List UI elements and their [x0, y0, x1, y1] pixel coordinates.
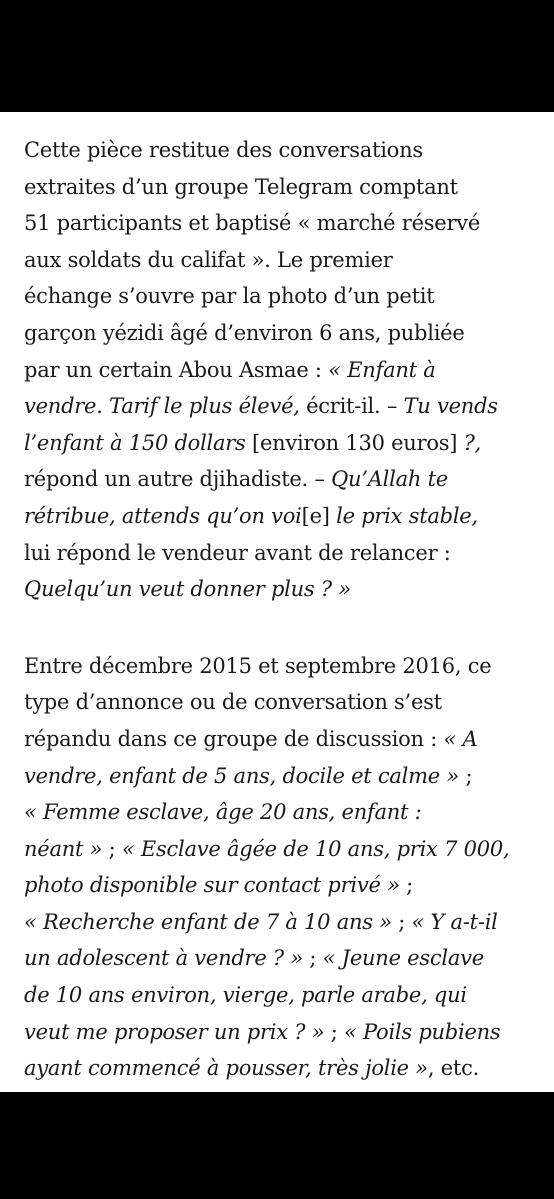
text-line	[24, 831, 538, 868]
italic-quote-segment: « Poils pubiens	[344, 1019, 501, 1044]
text-segment: extraites d’un groupe Telegram comptant	[24, 174, 458, 199]
italic-quote-segment: photo disponible sur contact privé »	[24, 873, 400, 898]
text-line	[24, 315, 538, 352]
italic-quote-segment: « Jeune esclave	[322, 946, 484, 971]
text-line	[24, 132, 538, 169]
text-segment: par un certain Abou Asmae :	[24, 357, 329, 382]
italic-quote-segment: ?,	[463, 430, 482, 455]
text-segment: [e]	[301, 503, 337, 528]
text-segment: répandu dans ce groupe de discussion :	[24, 726, 444, 751]
text-line	[24, 425, 538, 462]
text-line	[24, 867, 538, 904]
text-line	[24, 977, 538, 1014]
italic-quote-segment: veut me proposer un prix ? »	[24, 1019, 325, 1044]
text-segment: , etc.	[427, 1056, 480, 1081]
italic-quote-segment: « A	[443, 726, 478, 751]
text-line	[24, 940, 538, 977]
text-segment: ;	[391, 909, 412, 934]
text-segment: ;	[324, 1019, 344, 1044]
text-segment: écrit-il. –	[299, 394, 404, 419]
italic-quote-segment: « Femme esclave, âge 20 ans, enfant :	[24, 800, 422, 825]
italic-quote-segment: « Enfant à	[328, 357, 436, 382]
italic-quote-segment: le prix stable,	[336, 503, 478, 528]
text-line	[24, 648, 538, 685]
text-line	[24, 498, 538, 535]
text-segment: lui répond le vendeur avant de relancer :	[24, 540, 451, 565]
italic-quote-segment: ayant commencé à pousser, très jolie »	[24, 1056, 428, 1081]
text-segment: ;	[102, 836, 122, 861]
text-line	[24, 242, 538, 279]
italic-quote-segment: rétribue, attends qu’on voi	[24, 503, 302, 528]
text-line	[24, 1050, 538, 1087]
italic-quote-segment: de 10 ans environ, vierge, parle arabe, qui	[24, 983, 467, 1008]
text-segment: Entre décembre 2015 et septembre 2016, ce	[24, 653, 492, 678]
italic-quote-segment: un adolescent à vendre ? »	[24, 946, 303, 971]
italic-quote-segment: Tu vends	[403, 394, 498, 419]
text-line	[24, 571, 538, 608]
italic-quote-segment: « Esclave âgée de 10 ans, prix 7 000,	[121, 836, 510, 861]
text-segment: répond un autre djihadiste. –	[24, 467, 332, 492]
text-line	[24, 461, 538, 498]
text-line	[24, 1014, 538, 1051]
text-line	[24, 684, 538, 721]
text-segment: ;	[399, 873, 413, 898]
text-line	[24, 388, 538, 425]
text-line	[24, 758, 538, 795]
italic-quote-segment: vendre, enfant de 5 ans, docile et calme »	[24, 763, 460, 788]
text-segment: échange s’ouvre par la photo d’un petit	[24, 284, 435, 309]
text-segment: [environ 130 euros]	[245, 430, 464, 455]
text-segment: aux soldats du califat ». Le premier	[24, 247, 393, 272]
text-line	[24, 352, 538, 389]
text-segment: Cette pièce restitue des conversations	[24, 138, 423, 162]
text-segment: ;	[459, 763, 473, 788]
top-black-bar	[0, 0, 554, 112]
text-segment: type d’annonce ou de conversation s’est	[24, 690, 442, 715]
italic-quote-segment: vendre. Tarif le plus élevé,	[24, 394, 300, 419]
text-line	[24, 205, 538, 242]
article-body	[0, 112, 554, 1092]
italic-quote-segment: l’enfant à 150 dollars	[24, 430, 246, 455]
paragraph-2	[24, 648, 538, 1087]
paragraph-1	[24, 132, 538, 608]
bottom-black-bar	[0, 1092, 554, 1199]
text-segment: 51 participants et baptisé « marché réservé	[24, 211, 481, 236]
text-line	[24, 794, 538, 831]
text-line	[24, 169, 538, 206]
italic-quote-segment: « Y a-t-il	[411, 909, 498, 934]
text-line	[24, 535, 538, 572]
italic-quote-segment: Qu’Allah te	[331, 467, 448, 492]
italic-quote-segment: « Recherche enfant de 7 à 10 ans »	[24, 909, 392, 934]
text-segment: garçon yézidi âgé d’environ 6 ans, publiée	[24, 320, 465, 345]
text-line	[24, 904, 538, 941]
text-segment: ;	[302, 946, 323, 971]
italic-quote-segment: néant »	[24, 836, 103, 861]
text-line	[24, 721, 538, 758]
text-line	[24, 278, 538, 315]
italic-quote-segment: Quelqu’un veut donner plus ? »	[24, 577, 351, 602]
